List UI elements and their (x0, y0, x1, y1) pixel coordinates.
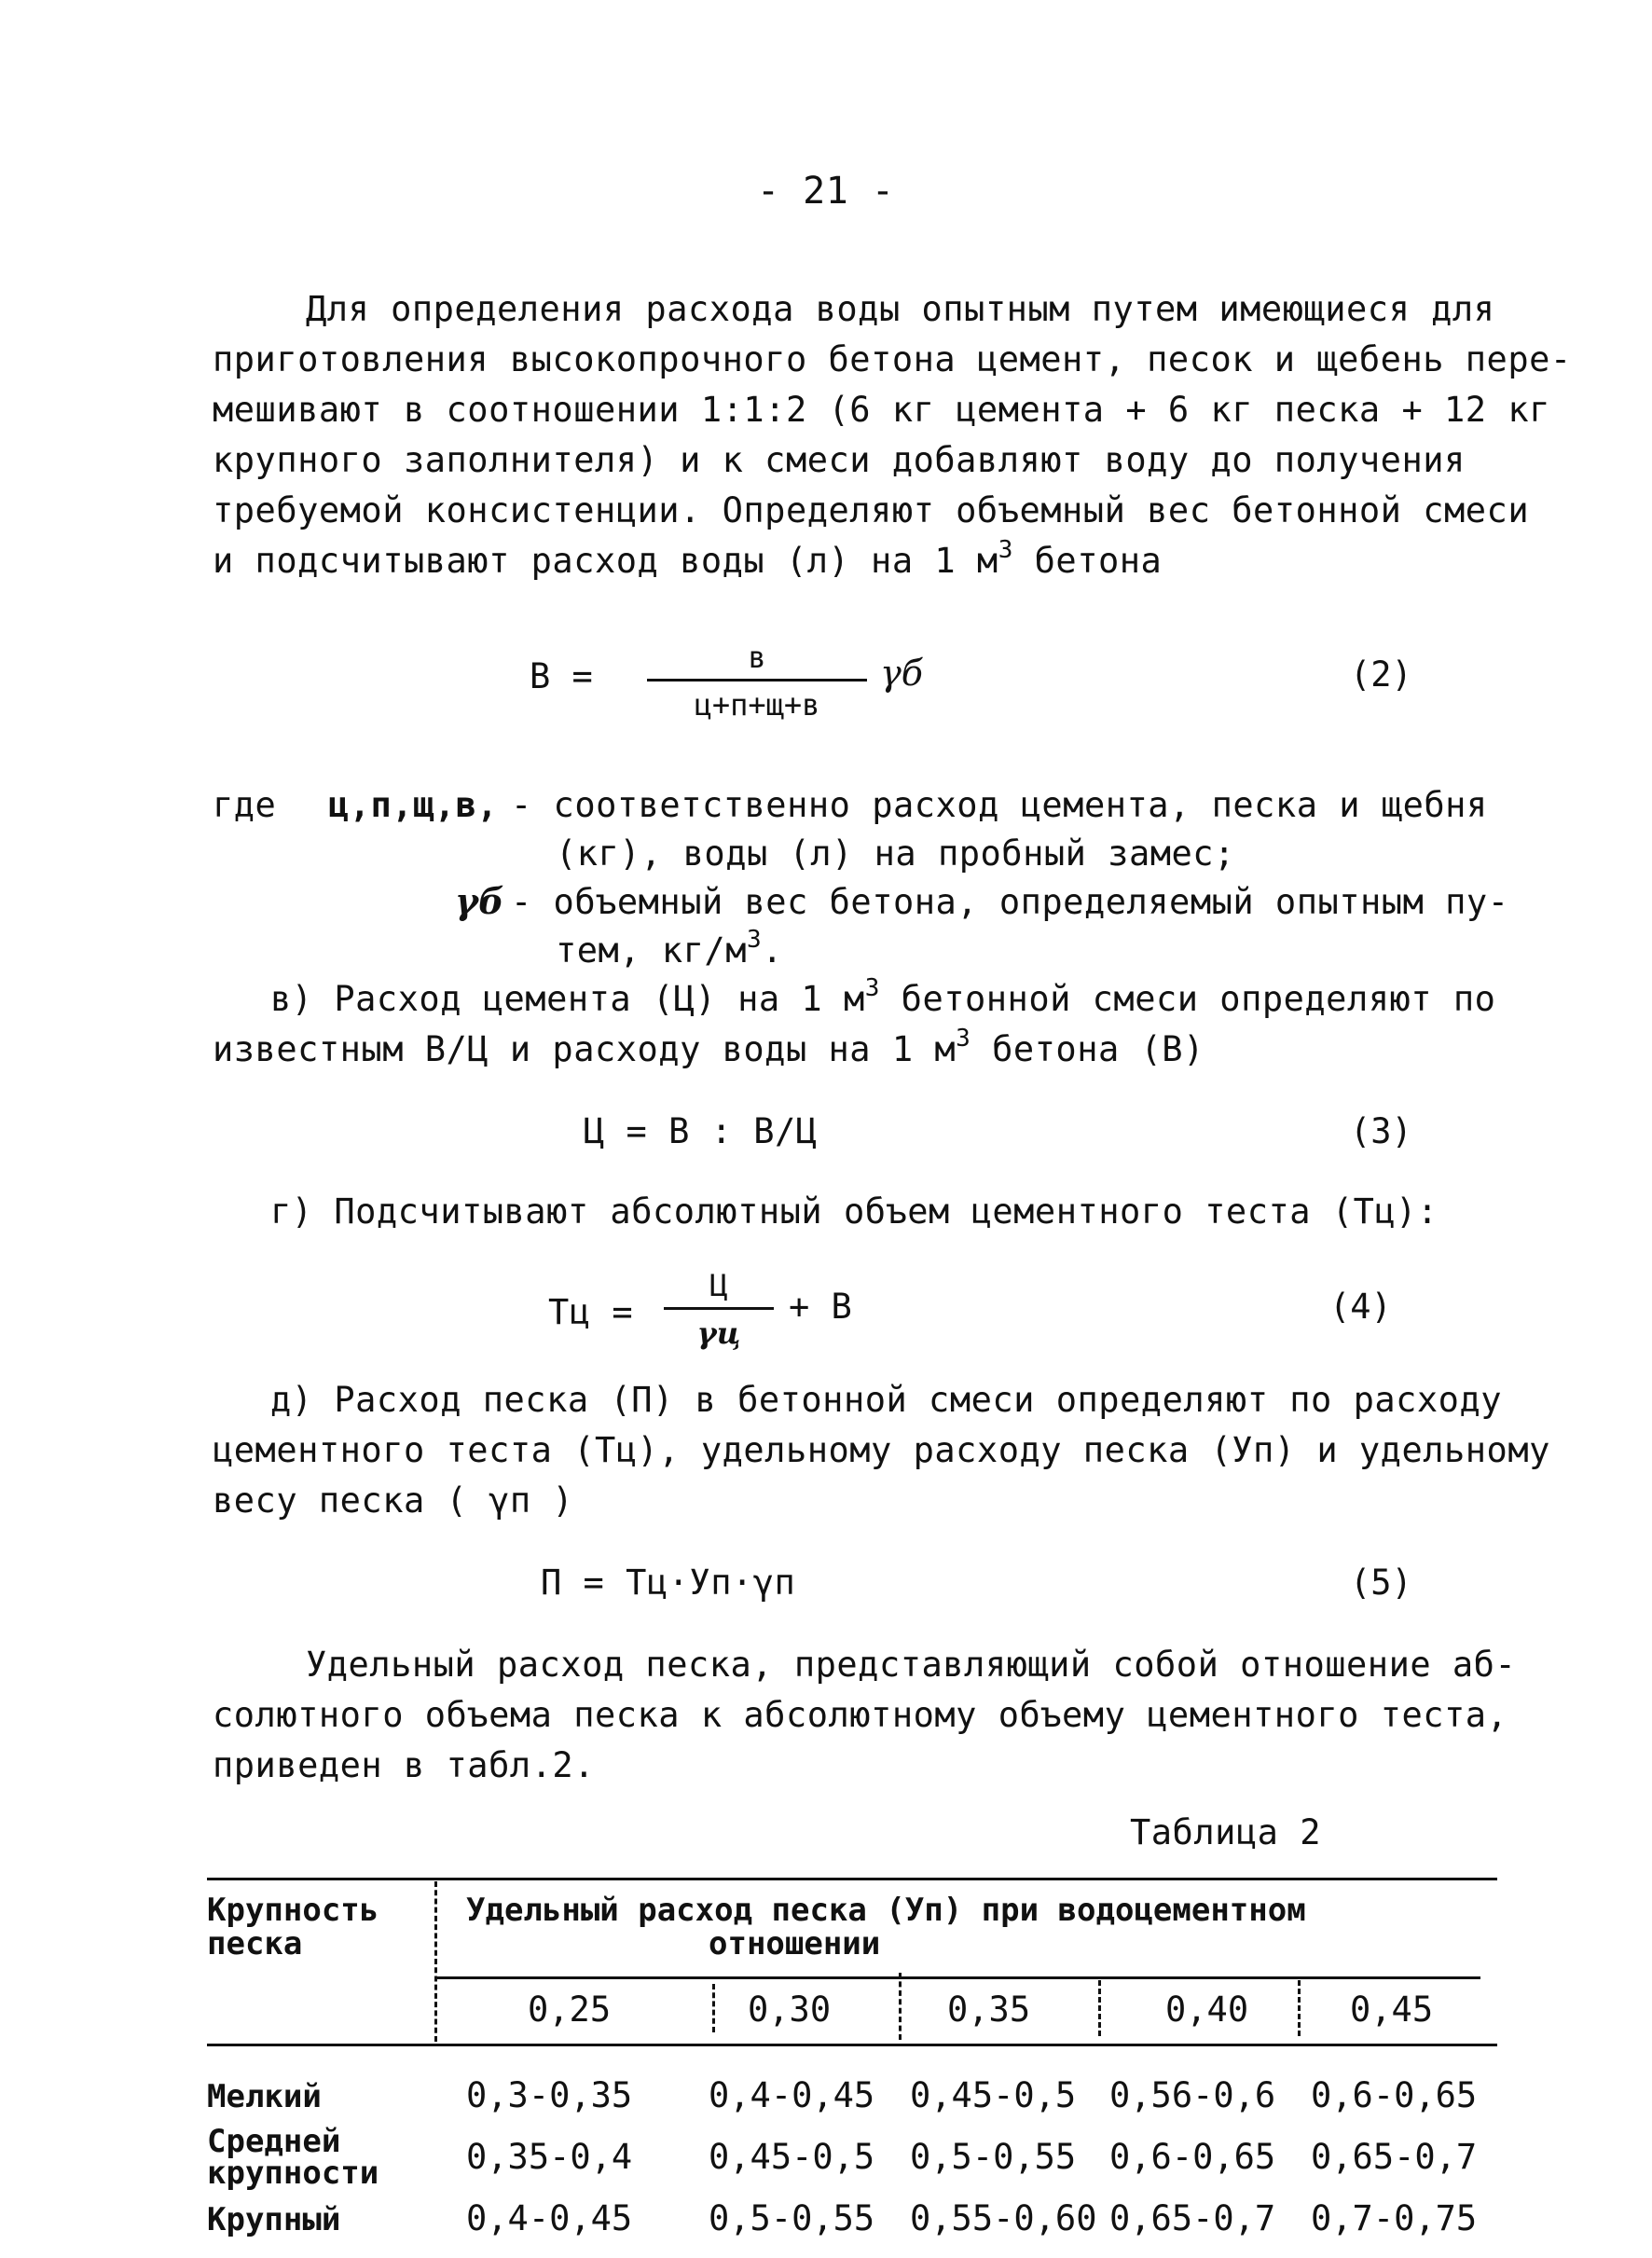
para-u-line-1: Удельный расход песка, представляющий собой отношение аб- (306, 1645, 1517, 1685)
eq2-fraction-bar (647, 679, 867, 682)
table-col-divider-3 (1098, 1980, 1101, 2036)
table-row-2-value-5: 0,65-0,7 (1311, 2137, 1478, 2177)
table-col-divider-2 (899, 1973, 902, 2040)
para-u-line-2: солютного объема песка к абсолютному объему цементного теста, (213, 1695, 1508, 1735)
para-v-line-1-a: в) Расход цемента (Ц) на 1 м (270, 979, 865, 1019)
table-row-2-value-2: 0,45-0,5 (709, 2137, 875, 2177)
para1-line-2: приготовления высокопрочного бетона цемент, песок и щебень пере- (213, 339, 1572, 379)
where-lead: где (213, 785, 277, 825)
where-desc-2b-tail: . (762, 930, 783, 971)
eq4-fraction-bar (664, 1307, 774, 1310)
para1-line-5: требуемой консистенции. Определяют объемный вес бетонной смеси (213, 490, 1530, 530)
para-v-line-2 (213, 1025, 1205, 1069)
eq4-fraction (664, 1268, 774, 1351)
table-wc-2: 0,35 (947, 1990, 1031, 2030)
table-row-3-value-1: 0,4-0,45 (466, 2198, 633, 2238)
para-d-line-1: д) Расход песка (П) в бетонной смеси определяют по расходу (270, 1380, 1503, 1420)
para1-line-6 (213, 536, 1163, 581)
para-v-line-1 (270, 974, 1496, 1019)
table-row-1-label: Мелкий (207, 2078, 322, 2115)
table-row-3-value-3: 0,55-0,60 (910, 2198, 1097, 2238)
eq4-lhs: Тц = (548, 1292, 634, 1332)
table-row-3-label: Крупный (207, 2201, 341, 2238)
table-row-3-value-2: 0,5-0,55 (709, 2198, 875, 2238)
table-col0-header-line-2: песка (207, 1925, 303, 1962)
para-v-line-2-a: известным В/Ц и расходу воды на 1 м (213, 1029, 957, 1069)
table-row-2-value-1: 0,35-0,4 (466, 2137, 633, 2177)
eq3-formula: Ц = В : В/Ц (584, 1111, 818, 1151)
para-v-sup-2: 3 (956, 1025, 971, 1053)
table-wc-4: 0,45 (1350, 1990, 1434, 2030)
table-wc-1: 0,30 (748, 1990, 832, 2030)
eq3-label: (3) (1350, 1111, 1412, 1151)
table-row-1-value-3: 0,45-0,5 (910, 2075, 1077, 2115)
table-row-2-label-line-2: крупности (207, 2155, 379, 2192)
table-wc-3: 0,40 (1165, 1990, 1249, 2030)
para-d-line-2: цементного теста (Тц), удельному расходу песка (Уп) и удельному (213, 1430, 1550, 1470)
table-row-1-value-4: 0,56-0,6 (1109, 2075, 1276, 2115)
table-col-divider-0 (434, 1881, 437, 2042)
table-row-3-value-4: 0,65-0,7 (1109, 2198, 1276, 2238)
table-group-header-line-2: отношении (709, 1925, 881, 1962)
table-wc-0: 0,25 (528, 1990, 612, 2030)
para-v-sup-1: 3 (864, 974, 880, 1002)
eq2-label: (2) (1350, 654, 1412, 695)
table-row-3-value-5: 0,7-0,75 (1311, 2198, 1478, 2238)
para-u-line-3: приведен в табл.2. (213, 1745, 595, 1785)
para1-line-1: Для определения расхода воды опытным путем имеющиеся для (306, 289, 1495, 329)
table-row-2-value-3: 0,5-0,55 (910, 2137, 1077, 2177)
para-g: г) Подсчитывают абсолютный объем цементного теста (Тц): (270, 1191, 1439, 1232)
eq2-fraction (647, 640, 867, 723)
where-desc-2: - объемный вес бетона, определяемый опытным пу- (511, 882, 1509, 922)
eq5-label: (5) (1350, 1563, 1412, 1603)
eq4-tail: + В (789, 1287, 853, 1327)
table-row-2-value-4: 0,6-0,65 (1109, 2137, 1276, 2177)
para1-line-3: мешивают в соотношении 1:1:2 (6 кг цемента + 6 кг песка + 12 кг (213, 390, 1550, 430)
table-row-1-value-5: 0,6-0,65 (1311, 2075, 1478, 2115)
table-row-1-value-1: 0,3-0,35 (466, 2075, 633, 2115)
where-vars: ц,п,щ,в, (328, 785, 499, 825)
table-header-bottom-rule (207, 2044, 1497, 2046)
eq4-numerator: Ц (709, 1268, 728, 1303)
eq2-denominator: ц+п+щ+в (694, 687, 820, 723)
para1-line-4: крупного заполнителя) и к смеси добавляют воду до получения (213, 440, 1466, 480)
eq4-denominator: γц (696, 1315, 741, 1351)
para1-line-6-text: и подсчитывают расход воды (л) на 1 м (213, 541, 998, 581)
eq2-factor: γб (880, 653, 923, 694)
page-number: - 21 - (757, 170, 895, 213)
eq2-numerator: в (748, 640, 766, 675)
table-col-divider-4 (1298, 1980, 1301, 2036)
table-col0-header-line-1: Крупность (207, 1892, 379, 1929)
table-top-rule (207, 1878, 1497, 1880)
where-cubic-superscript: 3 (746, 926, 763, 954)
where-desc-2b (556, 926, 783, 971)
table-caption: Таблица 2 (1130, 1812, 1321, 1852)
where-desc-1: - соответственно расход цемента, песка и щебня (511, 785, 1488, 825)
where-desc-2b-text: тем, кг/м (556, 930, 747, 971)
where-symbol-2: γб (455, 880, 504, 922)
table-row-1-value-2: 0,4-0,45 (709, 2075, 875, 2115)
table-group-header-line-1: Удельный расход песка (Уп) при водоцементном (466, 1892, 1306, 1929)
para-v-line-1-b: бетонной смеси определяют по (879, 979, 1496, 1019)
para-v-line-2-b: бетона (В) (971, 1029, 1205, 1069)
eq2-lhs: В = (530, 656, 594, 696)
table-col-divider-1 (712, 1984, 715, 2032)
where-desc-1b: (кг), воды (л) на пробный замес; (556, 833, 1235, 874)
table-subheader-rule (436, 1976, 1480, 1979)
para1-line-6-tail: бетона (1012, 541, 1163, 581)
table-row-2-label-line-1: Средней (207, 2123, 341, 2160)
eq5-formula: П = Тц·Уп·γп (541, 1563, 796, 1603)
cubic-superscript: 3 (998, 536, 1013, 564)
eq4-label: (4) (1329, 1287, 1392, 1327)
para-d-line-3: весу песка ( γп ) (213, 1480, 574, 1521)
